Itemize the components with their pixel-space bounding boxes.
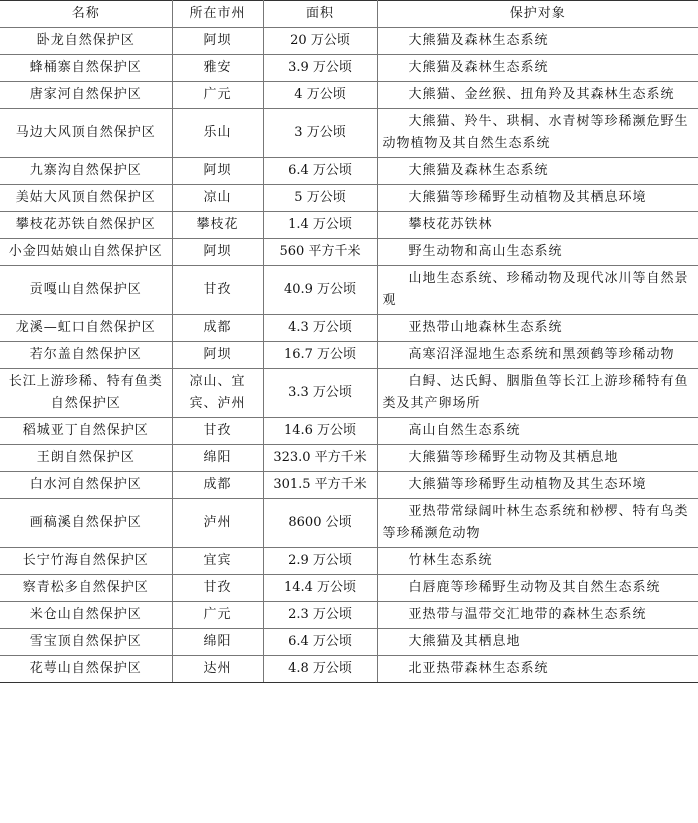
table-row [0, 418, 698, 445]
reserve-name-cell: 王朗自然保护区 [0, 445, 172, 472]
reserve-name-cell: 美姑大风顶自然保护区 [0, 185, 172, 212]
table-row [0, 575, 698, 602]
protection-target-cell: 大熊猫及其栖息地 [377, 629, 698, 656]
city-cell: 阿坝 [172, 28, 263, 55]
protection-target-cell: 大熊猫等珍稀野生动物及其栖息地 [377, 445, 698, 472]
table-row [0, 656, 698, 683]
city-cell: 成都 [172, 472, 263, 499]
area-cell: 14.6 万公顷 [263, 418, 377, 445]
city-cell: 阿坝 [172, 342, 263, 369]
reserve-name-cell: 画稿溪自然保护区 [0, 499, 172, 548]
header-row [0, 1, 698, 28]
table-row [0, 445, 698, 472]
city-cell: 绵阳 [172, 629, 263, 656]
header-name: 名称 [0, 1, 172, 28]
protection-target-cell: 大熊猫等珍稀野生动植物及其生态环境 [377, 472, 698, 499]
city-cell: 达州 [172, 656, 263, 683]
table-row [0, 342, 698, 369]
city-cell: 宜宾 [172, 548, 263, 575]
area-cell: 3 万公顷 [263, 109, 377, 158]
area-cell: 14.4 万公顷 [263, 575, 377, 602]
protection-target-cell: 大熊猫及森林生态系统 [377, 28, 698, 55]
reserve-name-cell: 攀枝花苏铁自然保护区 [0, 212, 172, 239]
area-cell: 4 万公顷 [263, 82, 377, 109]
area-cell: 1.4 万公顷 [263, 212, 377, 239]
reserve-name-cell: 稻城亚丁自然保护区 [0, 418, 172, 445]
protection-target-cell: 大熊猫、羚牛、珙桐、水青树等珍稀濒危野生动物植物及其自然生态系统 [377, 109, 698, 158]
reserve-name-cell: 卧龙自然保护区 [0, 28, 172, 55]
table-row [0, 315, 698, 342]
reserve-name-cell: 马边大风顶自然保护区 [0, 109, 172, 158]
reserve-name-cell: 察青松多自然保护区 [0, 575, 172, 602]
area-cell: 6.4 万公顷 [263, 158, 377, 185]
table-row [0, 266, 698, 315]
protection-target-cell: 亚热带常绿阔叶林生态系统和桫椤、特有鸟类等珍稀濒危动物 [377, 499, 698, 548]
reserve-name-cell: 若尔盖自然保护区 [0, 342, 172, 369]
protection-target-cell: 高山自然生态系统 [377, 418, 698, 445]
protection-target-cell: 高寒沼泽湿地生态系统和黑颈鹤等珍稀动物 [377, 342, 698, 369]
area-cell: 2.3 万公顷 [263, 602, 377, 629]
city-cell: 甘孜 [172, 266, 263, 315]
area-cell: 2.9 万公顷 [263, 548, 377, 575]
protection-target-cell: 大熊猫、金丝猴、扭角羚及其森林生态系统 [377, 82, 698, 109]
area-cell: 560 平方千米 [263, 239, 377, 266]
area-cell: 16.7 万公顷 [263, 342, 377, 369]
table-row [0, 629, 698, 656]
city-cell: 凉山、宜宾、泸州 [172, 369, 263, 418]
protection-target-cell: 白鲟、达氏鲟、胭脂鱼等长江上游珍稀特有鱼类及其产卵场所 [377, 369, 698, 418]
area-cell: 3.3 万公顷 [263, 369, 377, 418]
table-row [0, 369, 698, 418]
protection-target-cell: 北亚热带森林生态系统 [377, 656, 698, 683]
table-row [0, 602, 698, 629]
table-row [0, 109, 698, 158]
city-cell: 广元 [172, 602, 263, 629]
reserve-name-cell: 长宁竹海自然保护区 [0, 548, 172, 575]
area-cell: 323.0 平方千米 [263, 445, 377, 472]
table-row [0, 28, 698, 55]
header-city: 所在市州 [172, 1, 263, 28]
protection-target-cell: 亚热带山地森林生态系统 [377, 315, 698, 342]
city-cell: 阿坝 [172, 239, 263, 266]
area-cell: 4.3 万公顷 [263, 315, 377, 342]
city-cell: 广元 [172, 82, 263, 109]
header-target: 保护对象 [377, 1, 698, 28]
protection-target-cell: 大熊猫及森林生态系统 [377, 158, 698, 185]
reserve-name-cell: 白水河自然保护区 [0, 472, 172, 499]
protection-target-cell: 山地生态系统、珍稀动物及现代冰川等自然景观 [377, 266, 698, 315]
table-row [0, 212, 698, 239]
city-cell: 雅安 [172, 55, 263, 82]
table-row [0, 158, 698, 185]
protection-target-cell: 大熊猫及森林生态系统 [377, 55, 698, 82]
city-cell: 乐山 [172, 109, 263, 158]
protection-target-cell: 野生动物和高山生态系统 [377, 239, 698, 266]
protection-target-cell: 亚热带与温带交汇地带的森林生态系统 [377, 602, 698, 629]
city-cell: 泸州 [172, 499, 263, 548]
table-row [0, 55, 698, 82]
reserve-name-cell: 九寨沟自然保护区 [0, 158, 172, 185]
area-cell: 8600 公顷 [263, 499, 377, 548]
city-cell: 甘孜 [172, 575, 263, 602]
protection-target-cell: 攀枝花苏铁林 [377, 212, 698, 239]
table-row [0, 499, 698, 548]
protection-target-cell: 竹林生态系统 [377, 548, 698, 575]
city-cell: 凉山 [172, 185, 263, 212]
reserve-name-cell: 蜂桶寨自然保护区 [0, 55, 172, 82]
reserve-name-cell: 龙溪—虹口自然保护区 [0, 315, 172, 342]
table-row [0, 239, 698, 266]
protection-target-cell: 大熊猫等珍稀野生动植物及其栖息环境 [377, 185, 698, 212]
reserve-name-cell: 长江上游珍稀、特有鱼类自然保护区 [0, 369, 172, 418]
area-cell: 3.9 万公顷 [263, 55, 377, 82]
area-cell: 6.4 万公顷 [263, 629, 377, 656]
table-row [0, 548, 698, 575]
city-cell: 成都 [172, 315, 263, 342]
city-cell: 攀枝花 [172, 212, 263, 239]
reserve-name-cell: 花萼山自然保护区 [0, 656, 172, 683]
area-cell: 20 万公顷 [263, 28, 377, 55]
city-cell: 甘孜 [172, 418, 263, 445]
area-cell: 5 万公顷 [263, 185, 377, 212]
reserve-name-cell: 贡嘎山自然保护区 [0, 266, 172, 315]
reserve-name-cell: 唐家河自然保护区 [0, 82, 172, 109]
header-area: 面积 [263, 1, 377, 28]
city-cell: 阿坝 [172, 158, 263, 185]
city-cell: 绵阳 [172, 445, 263, 472]
table-row [0, 472, 698, 499]
area-cell: 301.5 平方千米 [263, 472, 377, 499]
area-cell: 4.8 万公顷 [263, 656, 377, 683]
reserve-name-cell: 小金四姑娘山自然保护区 [0, 239, 172, 266]
reserve-name-cell: 米仓山自然保护区 [0, 602, 172, 629]
protection-target-cell: 白唇鹿等珍稀野生动物及其自然生态系统 [377, 575, 698, 602]
table-row [0, 185, 698, 212]
reserve-name-cell: 雪宝顶自然保护区 [0, 629, 172, 656]
table-row [0, 82, 698, 109]
area-cell: 40.9 万公顷 [263, 266, 377, 315]
